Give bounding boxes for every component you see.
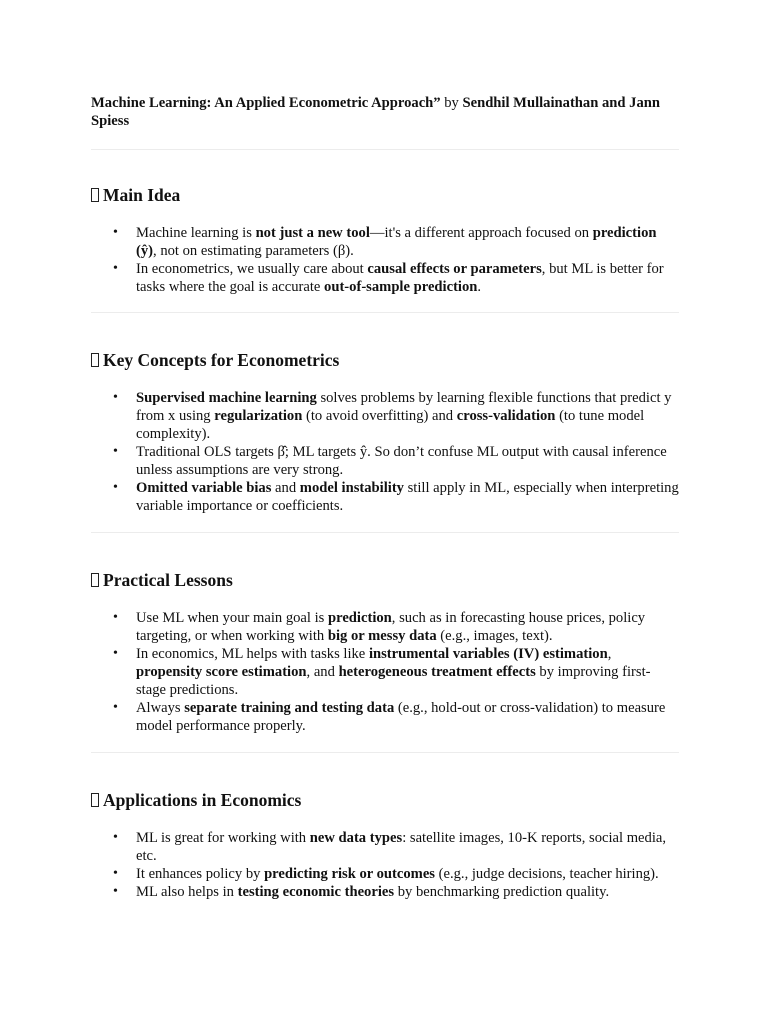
section-applications bbox=[91, 789, 679, 901]
list-item bbox=[91, 865, 679, 883]
section-heading-text: Practical Lessons bbox=[103, 570, 233, 590]
bullet-list bbox=[91, 829, 679, 901]
text-run: : satellite images, 10-K reports, social media, etc. bbox=[136, 830, 667, 864]
text-run: , and bbox=[306, 664, 339, 680]
divider bbox=[91, 752, 679, 753]
list-item bbox=[91, 883, 679, 901]
section-heading bbox=[91, 569, 679, 591]
bold-text-run: new data types bbox=[309, 830, 403, 846]
text-run: by bbox=[440, 95, 463, 111]
bold-text-run: prediction bbox=[328, 610, 392, 626]
document-title bbox=[91, 94, 679, 149]
list-item bbox=[91, 645, 679, 699]
text-run: ML is great for working with bbox=[136, 830, 310, 846]
divider bbox=[91, 312, 679, 313]
bold-text-run: heterogeneous treatment effects bbox=[338, 664, 536, 680]
text-run: Machine learning is bbox=[136, 225, 256, 241]
list-item bbox=[91, 699, 679, 735]
list-item bbox=[91, 260, 679, 296]
text-run: , bbox=[607, 646, 612, 662]
bold-text-run: regularization bbox=[214, 408, 303, 424]
text-run: (to tune model complexity). bbox=[136, 408, 645, 442]
list-item bbox=[91, 389, 679, 443]
bold-text-run: out-of-sample prediction bbox=[324, 279, 478, 295]
text-run: and bbox=[271, 480, 300, 496]
bullet-list bbox=[91, 609, 679, 735]
text-run: (to avoid overfitting) and bbox=[302, 408, 457, 424]
bold-text-run: model instability bbox=[299, 480, 404, 496]
text-run: Use ML when your main goal is bbox=[136, 610, 328, 626]
text-run: by benchmarking prediction quality. bbox=[394, 884, 610, 900]
bullet-list bbox=[91, 389, 679, 515]
bold-text-run: causal effects or parameters bbox=[367, 261, 542, 277]
bold-text-run: Sendhil Mullainathan and Jann Spiess bbox=[91, 95, 660, 129]
section-key-concepts bbox=[91, 349, 679, 533]
missing-glyph-icon bbox=[91, 793, 99, 807]
text-run: (e.g., hold-out or cross-validation) to measure model performance properly. bbox=[136, 700, 666, 734]
text-run: Traditional OLS targets β̂; ML targets ŷ. So don’t confuse ML output with causal inference unless assumptions are very strong. bbox=[136, 444, 667, 478]
section-practical-lessons bbox=[91, 569, 679, 753]
bold-text-run: instrumental variables (IV) estimation bbox=[368, 646, 608, 662]
section-main-idea bbox=[91, 184, 679, 313]
bullet-list bbox=[91, 224, 679, 296]
section-heading bbox=[91, 184, 679, 206]
section-heading-text: Applications in Economics bbox=[103, 790, 302, 810]
text-run: —it's a different approach focused on bbox=[369, 225, 593, 241]
text-run: In econometrics, we usually care about bbox=[136, 261, 368, 277]
divider bbox=[91, 149, 679, 150]
missing-glyph-icon bbox=[91, 353, 99, 367]
text-run: It enhances policy by bbox=[136, 866, 265, 882]
document-page bbox=[91, 94, 679, 901]
text-run: still apply in ML, especially when interpreting variable importance or coefficients. bbox=[136, 480, 679, 514]
text-run: solves problems by learning flexible functions that predict y from x using bbox=[136, 390, 672, 424]
section-heading bbox=[91, 789, 679, 811]
bold-text-run: propensity score estimation bbox=[136, 664, 307, 680]
list-item bbox=[91, 479, 679, 515]
section-heading-text: Key Concepts for Econometrics bbox=[103, 350, 340, 370]
list-item bbox=[91, 829, 679, 865]
bold-text-run: not just a new tool bbox=[255, 225, 370, 241]
missing-glyph-icon bbox=[91, 573, 99, 587]
bold-text-run: cross-validation bbox=[456, 408, 556, 424]
text-run: (e.g., images, text). bbox=[436, 628, 553, 644]
list-item bbox=[91, 443, 679, 479]
text-run: . bbox=[477, 279, 482, 295]
text-run: Always bbox=[136, 700, 185, 716]
list-item bbox=[91, 224, 679, 260]
text-run: , but ML is better for tasks where the goal is accurate bbox=[136, 261, 664, 295]
text-run: , such as in forecasting house prices, policy targeting, or when working with bbox=[136, 610, 646, 644]
section-heading-text: Main Idea bbox=[103, 185, 181, 205]
section-heading bbox=[91, 349, 679, 371]
bold-text-run: testing economic theories bbox=[237, 884, 395, 900]
list-item bbox=[91, 609, 679, 645]
bold-text-run: Supervised machine learning bbox=[136, 390, 317, 406]
text-run: In economics, ML helps with tasks like bbox=[136, 646, 369, 662]
divider bbox=[91, 532, 679, 533]
bold-text-run: predicting risk or outcomes bbox=[264, 866, 435, 882]
text-run: (e.g., judge decisions, teacher hiring). bbox=[435, 866, 659, 882]
missing-glyph-icon bbox=[91, 188, 99, 202]
bold-text-run: separate training and testing data bbox=[184, 700, 395, 716]
bold-text-run: big or messy data bbox=[327, 628, 437, 644]
text-run: ML also helps in bbox=[136, 884, 238, 900]
text-run: by improving first-stage predictions. bbox=[136, 664, 651, 698]
bold-text-run: prediction (ŷ) bbox=[136, 225, 657, 259]
bold-text-run: Machine Learning: An Applied Econometric Approach” bbox=[91, 95, 441, 111]
text-run: , not on estimating parameters (β). bbox=[153, 243, 354, 259]
bold-text-run: Omitted variable bias bbox=[136, 480, 272, 496]
